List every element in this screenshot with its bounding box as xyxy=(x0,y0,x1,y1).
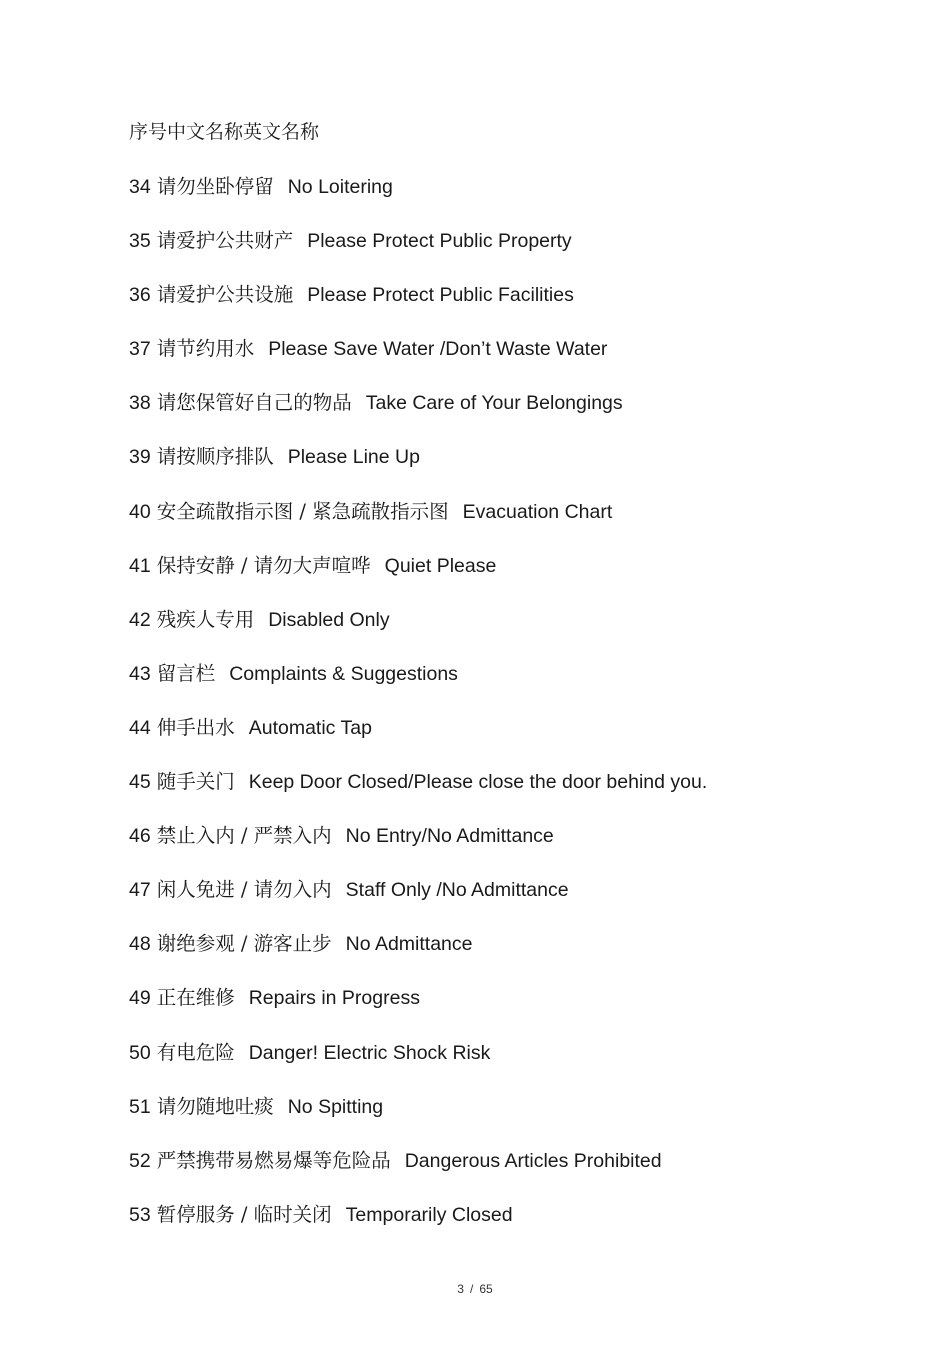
table-row xyxy=(129,1038,929,1092)
row-number: 40 xyxy=(129,500,151,523)
table-row xyxy=(129,713,929,767)
page-number-footer xyxy=(0,1282,950,1296)
table-row xyxy=(129,172,929,226)
table-row xyxy=(129,497,929,551)
english-name: Dangerous Articles Prohibited xyxy=(404,1149,662,1172)
row-number: 47 xyxy=(129,879,151,902)
english-name: Temporarily Closed xyxy=(345,1203,513,1226)
english-name: No Entry/No Admittance xyxy=(345,825,554,848)
chinese-name: 闲人免进 / 请勿入内 xyxy=(156,878,332,902)
chinese-name: 有电危险 xyxy=(156,1040,235,1064)
table-row xyxy=(129,1092,929,1146)
table-row xyxy=(129,659,929,713)
table-row xyxy=(129,929,929,983)
row-number: 51 xyxy=(129,1095,151,1118)
row-number: 45 xyxy=(129,771,151,794)
sign-list xyxy=(129,172,929,1254)
chinese-name: 保持安静 / 请勿大声喧哗 xyxy=(156,553,371,577)
table-row xyxy=(129,983,929,1037)
chinese-name: 随手关门 xyxy=(156,770,235,794)
english-name: Please Line Up xyxy=(287,446,420,469)
english-name: Evacuation Chart xyxy=(462,500,613,523)
row-number: 46 xyxy=(129,825,151,848)
chinese-name: 暂停服务 / 临时关闭 xyxy=(156,1202,332,1226)
english-name: Take Care of Your Belongings xyxy=(365,392,623,415)
row-number: 53 xyxy=(129,1203,151,1226)
chinese-name: 正在维修 xyxy=(156,986,235,1010)
table-row xyxy=(129,1200,929,1254)
row-number: 50 xyxy=(129,1041,151,1064)
row-number: 48 xyxy=(129,933,151,956)
chinese-name: 残疾人专用 xyxy=(156,607,255,631)
chinese-name: 谢绝参观 / 游客止步 xyxy=(156,932,332,956)
chinese-name: 安全疏散指示图 / 紧急疏散指示图 xyxy=(156,499,449,523)
chinese-name: 请节约用水 xyxy=(156,337,255,361)
chinese-name: 请爱护公共设施 xyxy=(156,283,294,307)
table-row xyxy=(129,551,929,605)
table-row xyxy=(129,388,929,442)
chinese-name: 禁止入内 / 严禁入内 xyxy=(156,824,332,848)
chinese-name: 伸手出水 xyxy=(156,715,235,739)
english-name: Automatic Tap xyxy=(248,716,372,739)
row-number: 41 xyxy=(129,554,151,577)
table-row xyxy=(129,280,929,334)
english-name: Repairs in Progress xyxy=(248,987,420,1010)
english-name: Complaints & Suggestions xyxy=(229,662,458,685)
english-name: Staff Only /No Admittance xyxy=(345,879,569,902)
row-number: 42 xyxy=(129,608,151,631)
chinese-name: 严禁携带易燃易爆等危险品 xyxy=(156,1148,391,1172)
total-pages: 65 xyxy=(479,1282,493,1296)
row-number: 36 xyxy=(129,284,151,307)
english-name: Disabled Only xyxy=(268,608,390,631)
table-row xyxy=(129,605,929,659)
row-number: 52 xyxy=(129,1149,151,1172)
table-row xyxy=(129,875,929,929)
chinese-name: 请爱护公共财产 xyxy=(156,229,294,253)
row-number: 37 xyxy=(129,338,151,361)
table-row xyxy=(129,1146,929,1200)
row-number: 34 xyxy=(129,176,151,198)
english-name: Keep Door Closed/Please close the door behind you. xyxy=(248,771,708,794)
row-number: 38 xyxy=(129,392,151,415)
page-separator: / xyxy=(469,1282,474,1296)
english-name: No Admittance xyxy=(345,933,473,956)
table-row xyxy=(129,334,929,388)
table-row xyxy=(129,767,929,821)
english-name: Please Protect Public Property xyxy=(307,230,572,253)
current-page: 3 xyxy=(457,1282,464,1296)
chinese-name: 留言栏 xyxy=(156,661,216,685)
english-name: Please Protect Public Facilities xyxy=(307,284,574,307)
table-header: 序号中文名称英文名称 xyxy=(129,121,320,143)
table-row xyxy=(129,226,929,280)
chinese-name: 请您保管好自己的物品 xyxy=(156,391,352,415)
row-number: 39 xyxy=(129,446,151,469)
english-name: No Spitting xyxy=(287,1095,384,1118)
table-row xyxy=(129,821,929,875)
chinese-name: 请按顺序排队 xyxy=(156,445,274,469)
table-row xyxy=(129,442,929,496)
chinese-name: 请勿坐卧停留 xyxy=(156,175,274,198)
row-number: 49 xyxy=(129,987,151,1010)
english-name: No Loitering xyxy=(287,176,393,198)
row-number: 44 xyxy=(129,716,151,739)
english-name: Please Save Water /Don’t Waste Water xyxy=(268,338,608,361)
chinese-name: 请勿随地吐痰 xyxy=(156,1094,274,1118)
row-number: 35 xyxy=(129,230,151,253)
english-name: Danger! Electric Shock Risk xyxy=(248,1041,491,1064)
row-number: 43 xyxy=(129,662,151,685)
english-name: Quiet Please xyxy=(384,554,497,577)
